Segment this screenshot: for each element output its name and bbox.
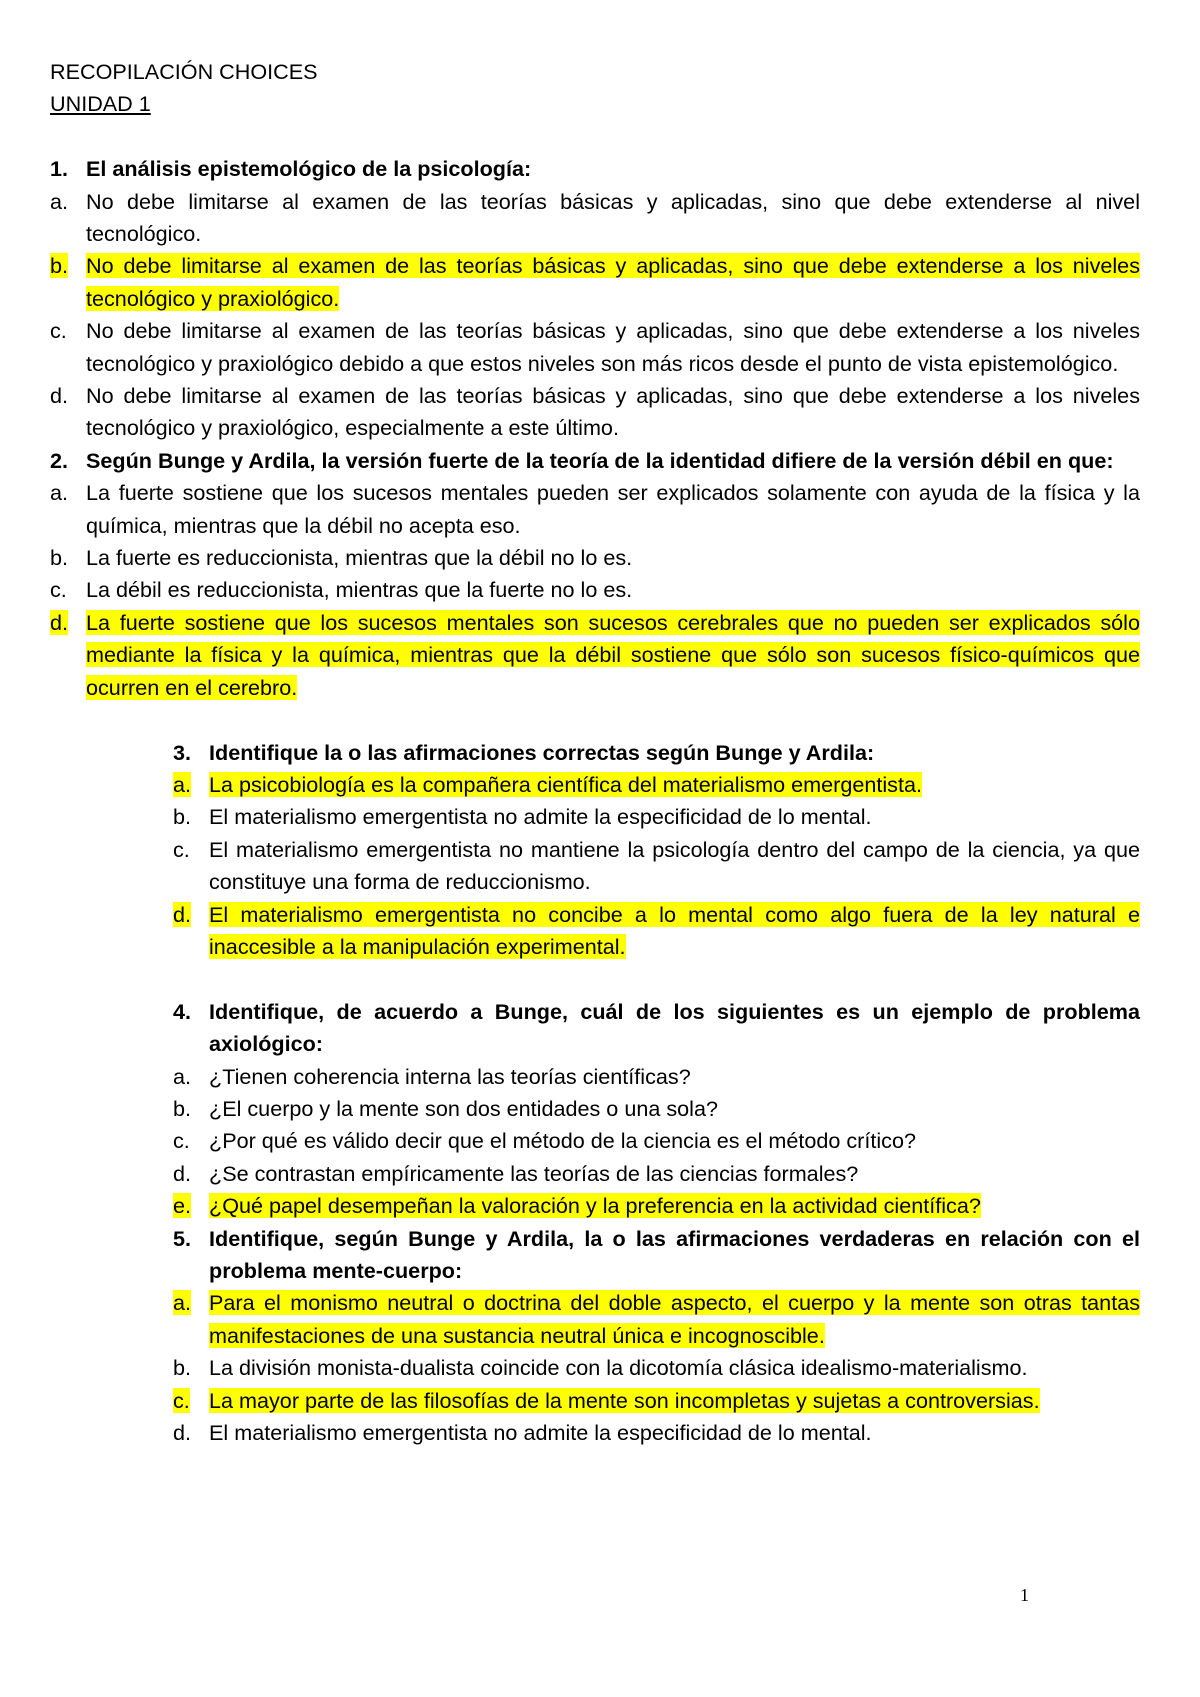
option-letter: c. bbox=[50, 318, 67, 344]
question-number: 1. bbox=[50, 156, 69, 182]
option-4d bbox=[173, 1158, 1140, 1190]
unit-heading: UNIDAD 1 bbox=[50, 91, 151, 117]
option-letter: a. bbox=[173, 771, 192, 797]
option-text-highlighted: El materialismo emergentista no concibe a lo mental como algo fuera de la ley natural e inaccesible a la manipulación experimental. bbox=[209, 901, 1140, 959]
document-page bbox=[50, 56, 1140, 1449]
option-letter: d. bbox=[173, 1160, 192, 1186]
option-3b bbox=[173, 801, 1140, 833]
option-text-highlighted: La fuerte sostiene que los sucesos mentales son sucesos cerebrales que no pueden ser explicados sólo mediante la física y la química, mientras que la débil sostiene que sólo son sucesos físico-químicos que ocurren en el cerebro. bbox=[86, 609, 1140, 700]
option-letter: c. bbox=[173, 1387, 190, 1413]
option-2a bbox=[50, 477, 1140, 542]
question-text: Identifique, de acuerdo a Bunge, cuál de los siguientes es un ejemplo de problema axiológico: bbox=[209, 998, 1140, 1057]
option-letter: b. bbox=[173, 1355, 192, 1381]
option-4a bbox=[173, 1061, 1140, 1093]
question-1-block bbox=[50, 153, 1140, 445]
option-letter: a. bbox=[173, 1290, 192, 1316]
question-4 bbox=[173, 996, 1140, 1061]
option-text-highlighted: ¿Qué papel desempeñan la valoración y la preferencia en la actividad científica? bbox=[209, 1193, 981, 1219]
option-text: El materialismo emergentista no mantiene la psicología dentro del campo de la ciencia, ya que constituye una forma de reduccionismo. bbox=[209, 836, 1140, 895]
spacer bbox=[50, 963, 1140, 995]
option-text: No debe limitarse al examen de las teorías básicas y aplicadas, sino que debe extenderse a los niveles tecnológico y praxiológico debido a que estos niveles son más ricos desde el punto de vista epistemológico. bbox=[86, 318, 1140, 376]
option-text-highlighted: No debe limitarse al examen de las teorías básicas y aplicadas, sino que debe extenderse a los niveles tecnológico y praxiológico. bbox=[86, 253, 1140, 311]
option-text: El materialismo emergentista no admite la especificidad de lo mental. bbox=[209, 804, 872, 830]
page-number: 1 bbox=[1020, 1585, 1029, 1605]
question-3 bbox=[173, 737, 1140, 769]
option-1a bbox=[50, 186, 1140, 251]
question-3-block bbox=[173, 737, 1140, 964]
option-letter: d. bbox=[173, 901, 192, 927]
option-text: La débil es reduccionista, mientras que la fuerte no lo es. bbox=[86, 577, 633, 603]
option-4e bbox=[173, 1190, 1140, 1222]
option-letter: c. bbox=[50, 577, 67, 603]
question-number: 5. bbox=[173, 1225, 192, 1251]
question-number: 4. bbox=[173, 998, 192, 1024]
option-text: No debe limitarse al examen de las teorías básicas y aplicadas, sino que debe extenderse a los niveles tecnológico y praxiológico, especialmente a este último. bbox=[86, 383, 1140, 441]
option-letter: d. bbox=[173, 1420, 192, 1446]
option-text: ¿El cuerpo y la mente son dos entidades o una sola? bbox=[209, 1095, 718, 1121]
option-3d bbox=[173, 899, 1140, 964]
question-2-block bbox=[50, 445, 1140, 704]
spacer bbox=[50, 121, 1140, 153]
option-1b bbox=[50, 250, 1140, 315]
option-letter: b. bbox=[173, 804, 192, 830]
option-5c bbox=[173, 1385, 1140, 1417]
option-3a bbox=[173, 769, 1140, 801]
option-letter: b. bbox=[50, 253, 69, 279]
question-number: 2. bbox=[50, 447, 69, 473]
option-text: La fuerte sostiene que los sucesos mentales pueden ser explicados solamente con ayuda de la física y la química, mientras que la débil no acepta eso. bbox=[86, 480, 1140, 538]
question-2 bbox=[50, 445, 1140, 477]
option-text: El materialismo emergentista no admite la especificidad de lo mental. bbox=[209, 1420, 872, 1446]
option-letter: a. bbox=[50, 480, 69, 506]
option-letter: b. bbox=[173, 1095, 192, 1121]
option-letter: e. bbox=[173, 1193, 192, 1219]
option-letter: c. bbox=[173, 1128, 190, 1154]
question-text: Según Bunge y Ardila, la versión fuerte de la teoría de la identidad difiere de la versión débil en que: bbox=[86, 447, 1114, 473]
option-text-highlighted: La psicobiología es la compañera científica del materialismo emergentista. bbox=[209, 771, 922, 797]
option-4c bbox=[173, 1125, 1140, 1157]
question-1 bbox=[50, 153, 1140, 185]
option-letter: c. bbox=[173, 836, 190, 862]
option-letter: a. bbox=[50, 188, 69, 214]
option-text: No debe limitarse al examen de las teorías básicas y aplicadas, sino que debe extenderse al nivel tecnológico. bbox=[86, 188, 1140, 247]
option-letter: d. bbox=[50, 383, 69, 409]
option-text: ¿Por qué es válido decir que el método de la ciencia es el método crítico? bbox=[209, 1128, 916, 1154]
option-5a bbox=[173, 1287, 1140, 1352]
option-2c bbox=[50, 574, 1140, 606]
option-letter: b. bbox=[50, 545, 69, 571]
option-text: ¿Tienen coherencia interna las teorías científicas? bbox=[209, 1063, 691, 1089]
option-letter: a. bbox=[173, 1063, 192, 1089]
option-text-highlighted: Para el monismo neutral o doctrina del doble aspecto, el cuerpo y la mente son otras tantas manifestaciones de una sustancia neutral única e incognoscible. bbox=[209, 1290, 1140, 1348]
option-1c bbox=[50, 315, 1140, 380]
question-text: Identifique, según Bunge y Ardila, la o las afirmaciones verdaderas en relación con el problema mente-cuerpo: bbox=[209, 1225, 1140, 1283]
option-3c bbox=[173, 834, 1140, 899]
spacer bbox=[50, 704, 1140, 736]
question-number: 3. bbox=[173, 739, 192, 765]
option-1d bbox=[50, 380, 1140, 445]
question-text: Identifique la o las afirmaciones correctas según Bunge y Ardila: bbox=[209, 739, 875, 765]
question-4-block bbox=[173, 996, 1140, 1450]
option-5d bbox=[173, 1417, 1140, 1449]
option-2b bbox=[50, 542, 1140, 574]
option-2d bbox=[50, 607, 1140, 704]
question-text: El análisis epistemológico de la psicología: bbox=[86, 156, 532, 182]
document-title: RECOPILACIÓN CHOICES bbox=[50, 59, 318, 84]
question-5 bbox=[173, 1223, 1140, 1288]
option-letter: d. bbox=[50, 609, 69, 635]
option-4b bbox=[173, 1093, 1140, 1125]
option-5b bbox=[173, 1352, 1140, 1384]
option-text: La fuerte es reduccionista, mientras que la débil no lo es. bbox=[86, 545, 633, 571]
option-text-highlighted: La mayor parte de las filosofías de la mente son incompletas y sujetas a controversias. bbox=[209, 1387, 1040, 1413]
option-text: La división monista-dualista coincide con la dicotomía clásica idealismo-materialismo. bbox=[209, 1355, 1028, 1381]
option-text: ¿Se contrastan empíricamente las teorías de las ciencias formales? bbox=[209, 1160, 859, 1186]
